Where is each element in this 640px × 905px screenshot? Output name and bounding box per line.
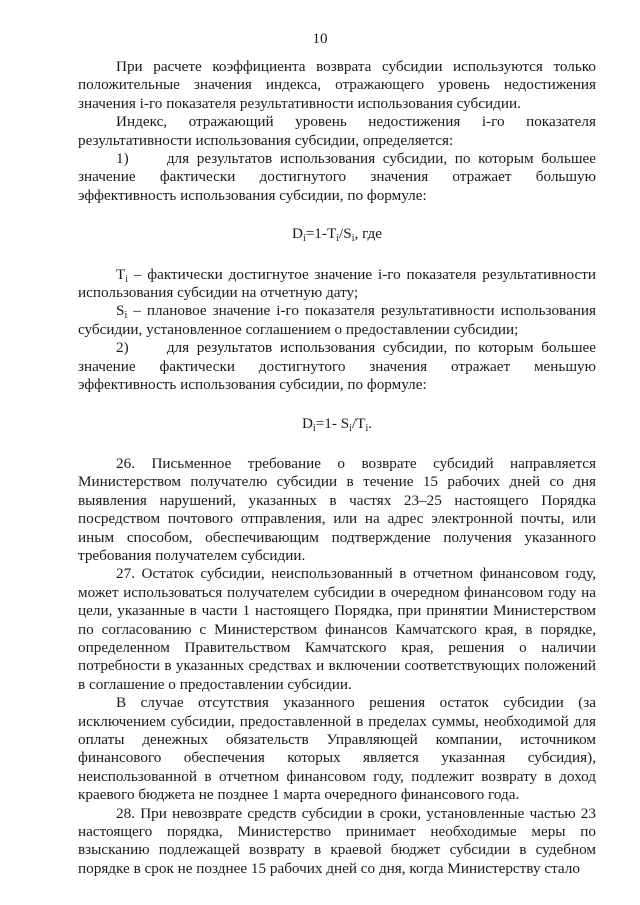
paragraph-27: 27. Остаток субсидии, неиспользованный в отчетном финансовом году, может использоваться получателем субсидии в очередном финансовом году на цели, указанные в части 1 настоящего Порядка, при принятии Министерством по согласованию с Министерством финансов Камчатского края, в порядке, определенном Правительством Камчатского края, решения о наличии потребности в указанных средствах и включении соответствующих положений в соглашение о предоставлении субсидии. bbox=[78, 565, 596, 693]
paragraph-case-1: 1) для результатов использования субсидии, по которым большее значение фактически достигнутого значения отражает большую эффективность использования субсидии, по формуле: bbox=[78, 150, 596, 204]
formula-2: $D_i=1-$ $S_i/T_i$. bbox=[301, 414, 373, 434]
paragraph-case-2: 2) для результатов использования субсидии, по которым большее значение фактически достигнутого значения отражает меньшую эффективность использования субсидии, по формуле: bbox=[78, 339, 596, 394]
paragraph-26: 26. Письменное требование о возврате субсидий направляется Министерством получателю субсидии в течение 15 рабочих дней со дня выявления нарушений, указанных в частях 23–25 настоящего Порядка посредством почтового отправления, или на адрес электронной почты, или иным способом, обеспечивающим подтверждение получения указанного требования получателем субсидии. bbox=[78, 454, 596, 564]
paragraph-index-definition: Индекс, отражающий уровень недостижения i-го показателя результативности использования субсидии, определяется: bbox=[78, 113, 596, 149]
paragraph-28: 28. При невозврате средств субсидии в сроки, установленные частью 23 настоящего порядка, Министерство принимает необходимые меры по взысканию подлежащей возврату в краевой бюджет субсидии в судебном порядке в срок не позднее 15 рабочих дней со дня, когда Министерству стало bbox=[78, 804, 596, 877]
document-body bbox=[78, 58, 596, 878]
paragraph-positive-index: При расчете коэффициента возврата субсидии используются только положительные значения индекса, отражающего уровень недостижения значения i-го показателя результативности использования субсидии. bbox=[78, 58, 596, 112]
paragraph-27-continued: В случае отсутствия указанного решения остаток субсидии (за исключением субсидии, предоставленной в пределах суммы, необходимой для оплаты денежных обязательств Управляющей компании, источником финансового обеспечения которых является указанная субсидия), неиспользованной в отчетном финансовом году, подлежит возврату в доход краевого бюджета не позднее 1 марта очередного финансового года. bbox=[78, 694, 596, 804]
definition-si: $S_i$ – плановое значение i-го показателя результативности использования субсидии, установленное соглашением о предоставлении субсидии; bbox=[78, 302, 596, 338]
page-number: 10 bbox=[312, 31, 328, 47]
definition-ti: $T_i$ – фактически достигнутое значение i-го показателя результативности использования субсидии на отчетную дату; bbox=[78, 265, 596, 302]
formula-1: $D_i=1-T_i/S_i$, где bbox=[291, 225, 383, 245]
